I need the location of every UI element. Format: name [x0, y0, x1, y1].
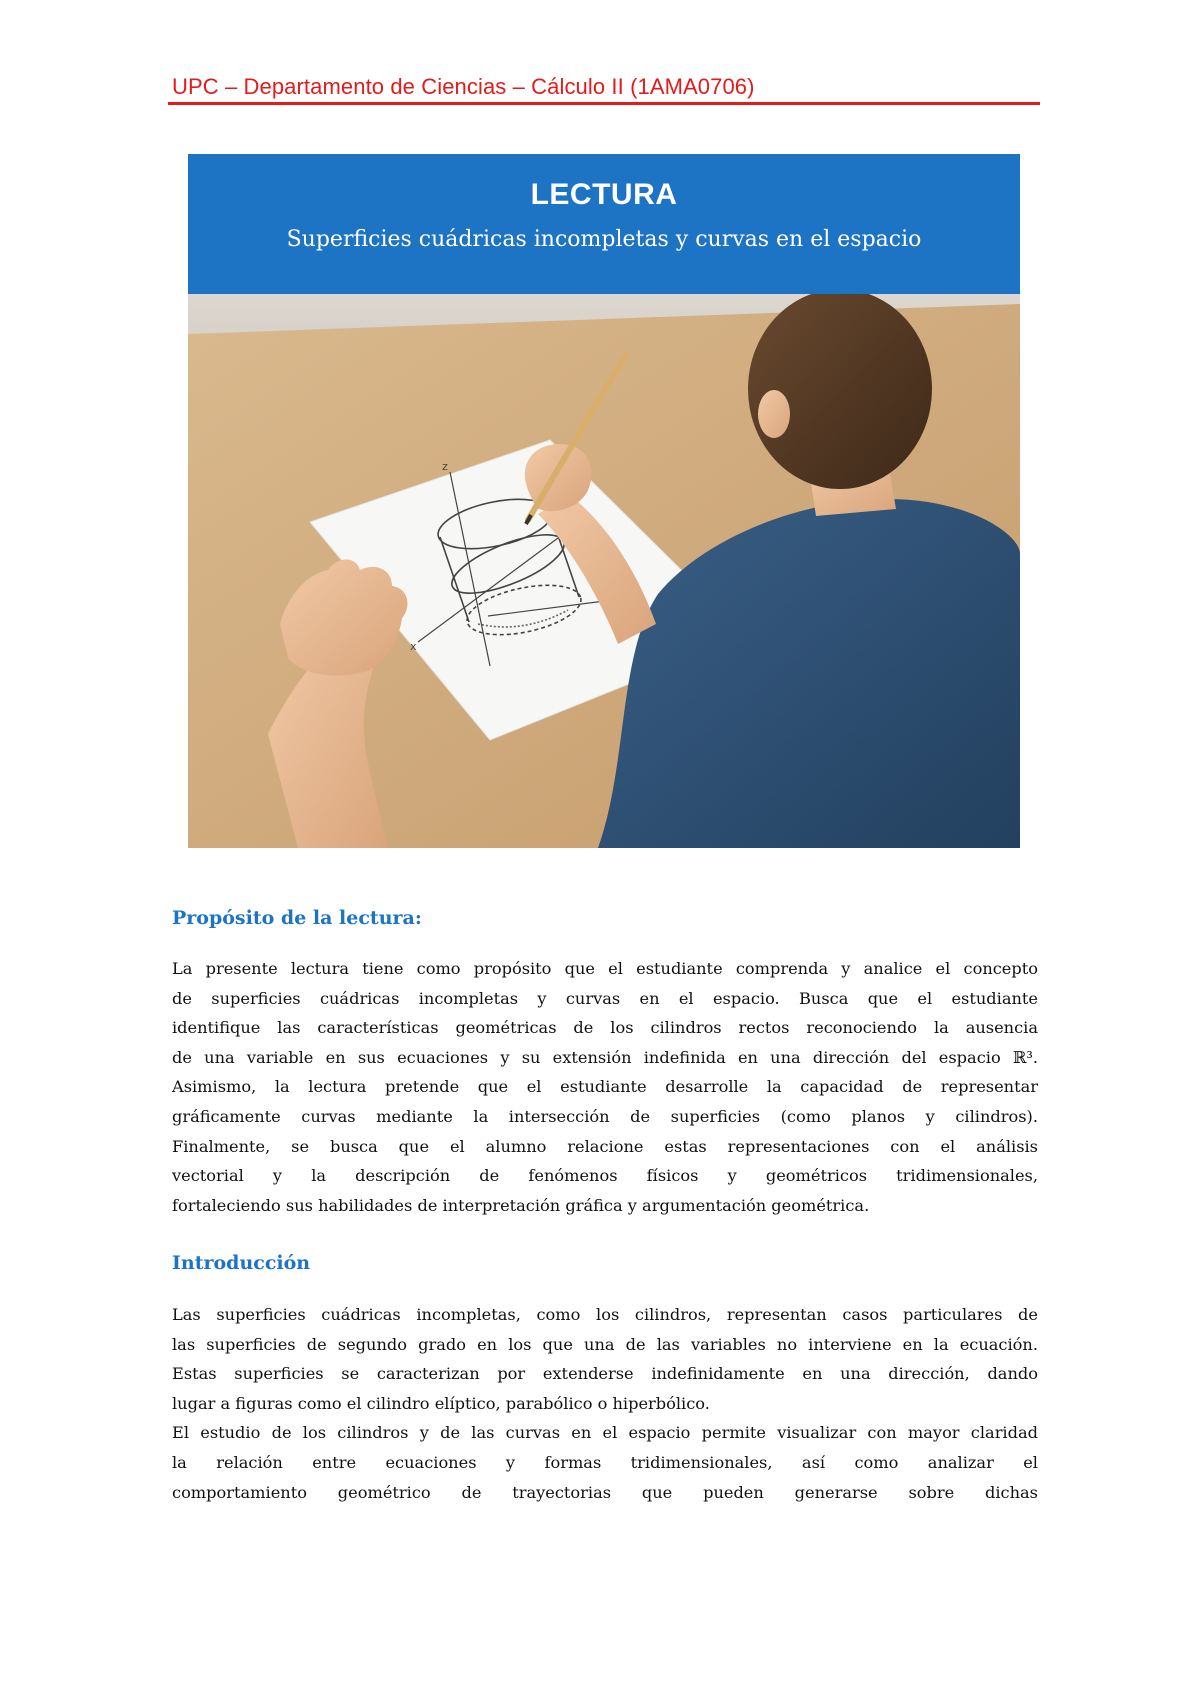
axis-label-x: x — [410, 640, 417, 653]
introduction-line: Las superficies cuádricas incompletas, como los cilindros, representan casos particulares de — [172, 1305, 1038, 1324]
purpose-line: vectorial y la descripción de fenómenos físicos y geométricos tridimensionales, — [172, 1166, 1038, 1186]
introduction-line: Estas superficies se caracterizan por extenderse indefinidamente en una dirección, dando — [172, 1364, 1038, 1384]
purpose-line: de superficies cuádricas incompletas y curvas en el espacio. Busca que el estudiante — [172, 988, 1038, 1008]
introduction-line: comportamiento geométrico de trayectorias que pueden generarse sobre dichas — [172, 1482, 1038, 1502]
purpose-line: identifique las características geométricas de los cilindros rectos reconociendo la ausencia — [172, 1018, 1038, 1038]
purpose-line: de una variable en sus ecuaciones y su extensión indefinida en una dirección del espacio ℝ³. — [172, 1047, 1038, 1067]
introduction-line: El estudio de los cilindros y de las curvas en el espacio permite visualizar con mayor claridad — [172, 1423, 1038, 1443]
purpose-line: fortaleciendo sus habilidades de interpretación gráfica y argumentación geométrica. — [172, 1195, 870, 1215]
purpose-line: gráficamente curvas mediante la intersección de superficies (como planos y cilindros). — [172, 1106, 1038, 1126]
banner-subtitle: Superficies cuádricas incompletas y curvas en el espacio — [286, 227, 922, 252]
introduction-line: la relación entre ecuaciones y formas tridimensionales, así como analizar el — [172, 1452, 1038, 1472]
document-header: UPC – Departamento de Ciencias – Cálculo II (1AMA0706) — [172, 74, 755, 99]
axis-label-z: z — [442, 460, 448, 473]
purpose-line: La presente lectura tiene como propósito que el estudiante comprenda y analice el concepto — [172, 959, 1038, 978]
title-banner — [188, 154, 1020, 294]
banner-title: LECTURA — [530, 178, 678, 211]
student-drawing-photo — [188, 294, 1020, 848]
introduction-line: las superficies de segundo grado en los que una de las variables no interviene en la ecuación. — [172, 1334, 1038, 1354]
header-rule — [168, 102, 1040, 105]
introduction-line: lugar a figuras como el cilindro elíptico, parabólico o hiperbólico. — [172, 1393, 710, 1413]
purpose-paragraph — [172, 954, 1038, 1220]
introduction-paragraph — [172, 1300, 1038, 1507]
purpose-heading: Propósito de la lectura: — [172, 907, 422, 929]
introduction-heading: Introducción — [172, 1252, 311, 1274]
purpose-line: Asimismo, la lectura pretende que el estudiante desarrolle la capacidad de representar — [172, 1077, 1038, 1097]
purpose-line: Finalmente, se busca que el alumno relacione estas representaciones con el análisis — [172, 1136, 1038, 1156]
